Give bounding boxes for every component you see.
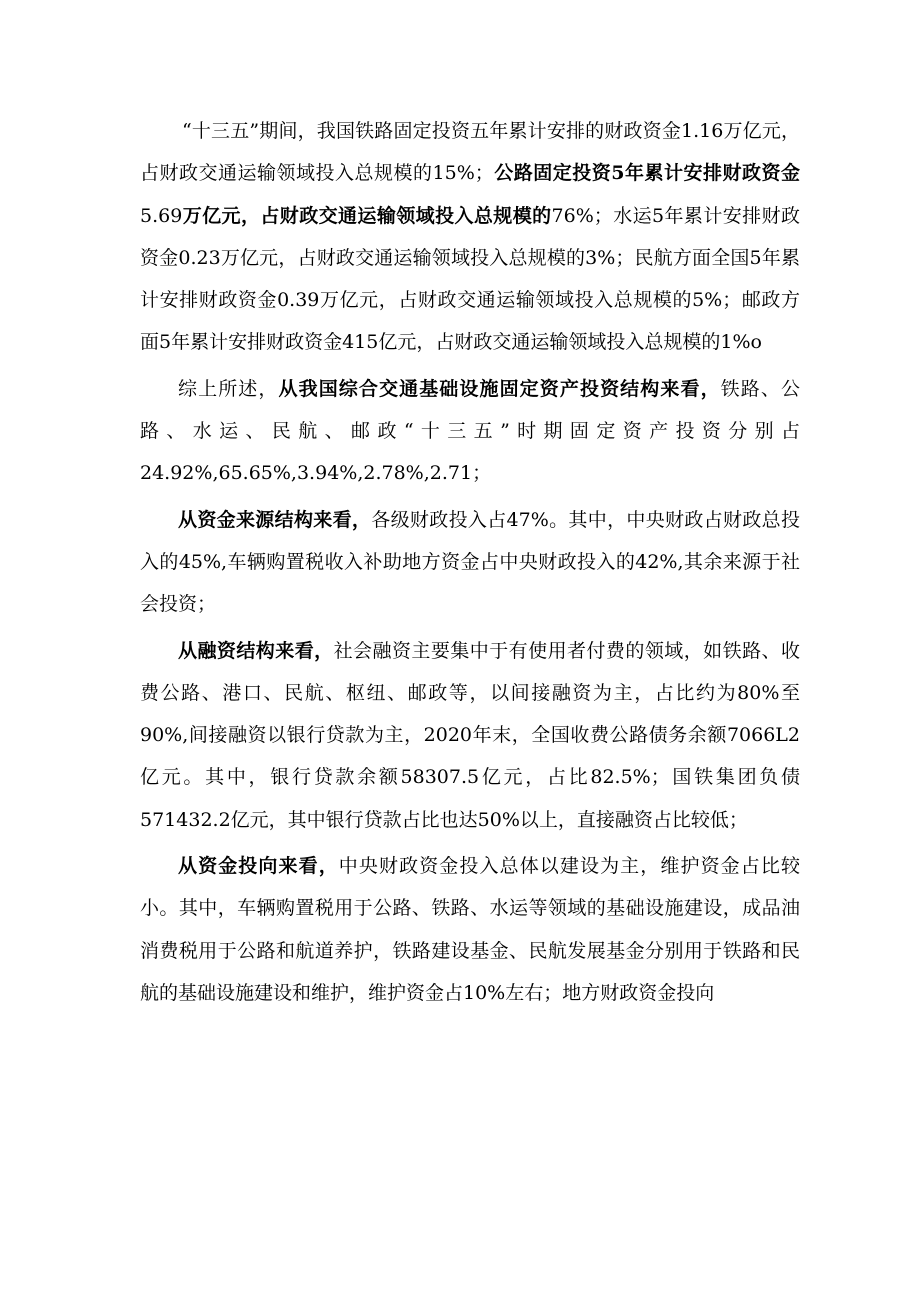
text-segment: 铁路、公路、水运、民航、邮政“十三五”时期固定资产投资分别占24.92%,65.65%,3.94%,2.78%,2.71； [140,377,800,485]
text-segment: 5.69 [140,204,183,227]
bold-segment: 从融资结构来看， [178,639,334,662]
paragraph-funding-source [140,499,800,626]
bold-segment: 公路固定投资5年累计安排财政资金 [493,162,800,185]
paragraph-investment-structure [140,368,800,495]
bold-segment: 万亿元，占财政交通运输领域投入总规模的 [182,204,552,227]
paragraph-railway-funding [140,110,800,364]
text-segment: 综上所述， [178,377,279,400]
text-segment: “十三五”期间，我国铁路固定投资五年累计安排的财政资金1.16万亿元，占财政交通运输领域投入总规模的15%； [140,120,800,185]
paragraph-funding-direction [140,845,800,1014]
text-segment: 各级财政投入占47%。其中，中央财政占财政总投入的45%,车辆购置税收入补助地方资金占中央财政投入的42%,其余来源于社会投资； [140,508,800,616]
paragraph-financing-structure [140,630,800,841]
text-segment: 76%；水运5年累计安排财政资金0.23万亿元，占财政交通运输领域投入总规模的3%；民航方面全国5年累计安排财政资金0.39万亿元，占财政交通运输领域投入总规模的5%；邮政方面5年累计安排财政资金415亿元，占财政交通运输领域投入总规模的1%o [140,204,800,354]
bold-segment: 从我国综合交通基础设施固定资产投资结构来看， [278,377,721,400]
text-segment: 中央财政资金投入总体以建设为主，维护资金占比较小。其中，车辆购置税用于公路、铁路、水运等领域的基础设施建设，成品油消费税用于公路和航道养护，铁路建设基金、民航发展基金分别用于铁路和民航的基础设施建设和维护，维护资金占10%左右；地方财政资金投向 [140,855,800,1004]
text-segment: 社会融资主要集中于有使用者付费的领域，如铁路、收费公路、港口、民航、枢纽、邮政等，以间接融资为主，占比约为80%至90%,间接融资以银行贷款为主，2020年末，全国收费公路债务余额7066L2亿元。其中，银行贷款余额58307.5亿元，占比82.5%；国铁集团负债571432.2亿元，其中银行贷款占比也达50%以上，直接融资占比较低； [140,639,800,831]
bold-segment: 从资金来源结构来看， [178,508,372,531]
bold-segment: 从资金投向来看， [178,855,339,878]
document-body [140,110,800,1014]
